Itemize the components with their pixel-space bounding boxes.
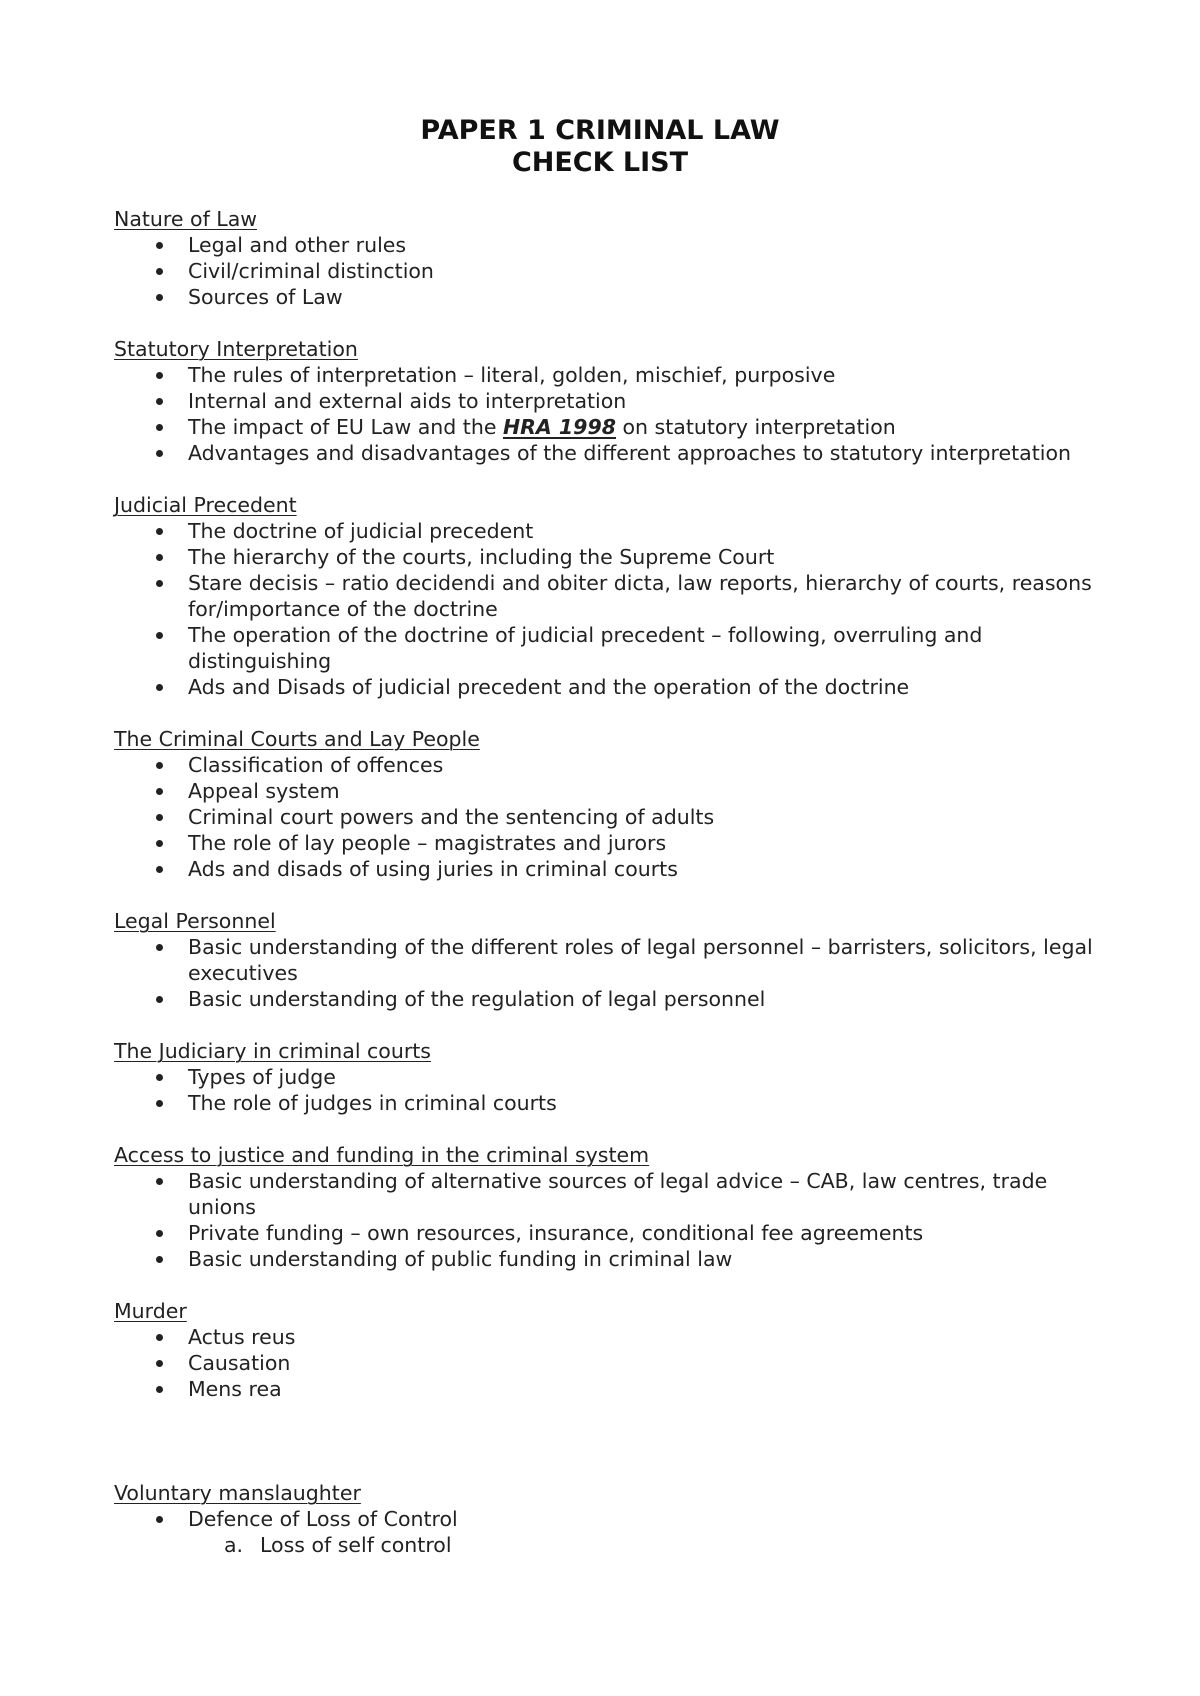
list-item: Appeal system	[114, 778, 1114, 804]
section-heading: The Criminal Courts and Lay People	[114, 727, 480, 751]
statute-reference: HRA 1998	[502, 415, 616, 439]
section-heading: Access to justice and funding in the criminal system	[114, 1143, 650, 1167]
section-judiciary	[114, 1038, 1114, 1116]
list-item: Ads and Disads of judicial precedent and the operation of the doctrine	[114, 674, 1114, 700]
list-item: Basic understanding of alternative sources of legal advice – CAB, law centres, trade unions	[114, 1168, 1114, 1220]
section-heading: Voluntary manslaughter	[114, 1481, 361, 1505]
bullet-list	[114, 232, 1114, 310]
list-item: The rules of interpretation – literal, golden, mischief, purposive	[114, 362, 1114, 388]
list-item-text: on statutory interpretation	[615, 415, 896, 439]
bullet-list	[114, 1168, 1114, 1272]
sub-list-text: Loss of self control	[260, 1533, 452, 1557]
list-item: Advantages and disadvantages of the different approaches to statutory interpretation	[114, 440, 1114, 466]
document-title: PAPER 1 CRIMINAL LAW	[420, 115, 780, 146]
sub-list-item	[114, 1532, 1114, 1558]
checklist-content	[114, 206, 1114, 1584]
section-murder	[114, 1298, 1114, 1402]
list-item-text: The impact of EU Law and the	[188, 415, 503, 439]
bullet-list	[114, 518, 1114, 700]
list-item: Basic understanding of the different roles of legal personnel – barristers, solicitors, legal executives	[114, 934, 1114, 986]
list-item: Private funding – own resources, insurance, conditional fee agreements	[114, 1220, 1114, 1246]
list-item: Sources of Law	[114, 284, 1114, 310]
list-item: Causation	[114, 1350, 1114, 1376]
list-item: Criminal court powers and the sentencing of adults	[114, 804, 1114, 830]
list-item: Stare decisis – ratio decidendi and obiter dicta, law reports, hierarchy of courts, reasons for/importance of the doctrine	[114, 570, 1114, 622]
bullet-list	[114, 1324, 1114, 1402]
list-item: The role of lay people – magistrates and jurors	[114, 830, 1114, 856]
sub-list-marker: a.	[224, 1533, 244, 1557]
bullet-list	[114, 752, 1114, 882]
bullet-list	[114, 362, 1114, 466]
section-criminal-courts	[114, 726, 1114, 882]
bullet-list	[114, 1506, 1114, 1532]
section-legal-personnel	[114, 908, 1114, 1012]
section-statutory-interpretation	[114, 336, 1114, 466]
section-heading: Judicial Precedent	[114, 493, 297, 517]
list-item: The hierarchy of the courts, including the Supreme Court	[114, 544, 1114, 570]
list-item: The operation of the doctrine of judicial precedent – following, overruling and distinguishing	[114, 622, 1114, 674]
list-item: Internal and external aids to interpretation	[114, 388, 1114, 414]
section-heading: Legal Personnel	[114, 909, 276, 933]
sub-list	[114, 1532, 1114, 1558]
bullet-list	[114, 934, 1114, 1012]
section-judicial-precedent	[114, 492, 1114, 700]
bullet-list	[114, 1064, 1114, 1116]
section-voluntary-manslaughter	[114, 1480, 1114, 1558]
list-item	[114, 414, 1114, 440]
section-heading: The Judiciary in criminal courts	[114, 1039, 431, 1063]
list-item: Ads and disads of using juries in criminal courts	[114, 856, 1114, 882]
section-heading: Murder	[114, 1299, 187, 1323]
document-subtitle: CHECK LIST	[511, 147, 689, 178]
section-nature-of-law	[114, 206, 1114, 310]
list-item: Mens rea	[114, 1376, 1114, 1402]
list-item: Defence of Loss of Control	[114, 1506, 1114, 1532]
list-item: The role of judges in criminal courts	[114, 1090, 1114, 1116]
list-item: Types of judge	[114, 1064, 1114, 1090]
list-item: Actus reus	[114, 1324, 1114, 1350]
list-item: Basic understanding of public funding in criminal law	[114, 1246, 1114, 1272]
section-heading: Nature of Law	[114, 207, 258, 231]
list-item: Basic understanding of the regulation of legal personnel	[114, 986, 1114, 1012]
list-item: Civil/criminal distinction	[114, 258, 1114, 284]
list-item: The doctrine of judicial precedent	[114, 518, 1114, 544]
list-item: Legal and other rules	[114, 232, 1114, 258]
section-access-to-justice	[114, 1142, 1114, 1272]
list-item: Classification of offences	[114, 752, 1114, 778]
section-heading: Statutory Interpretation	[114, 337, 358, 361]
